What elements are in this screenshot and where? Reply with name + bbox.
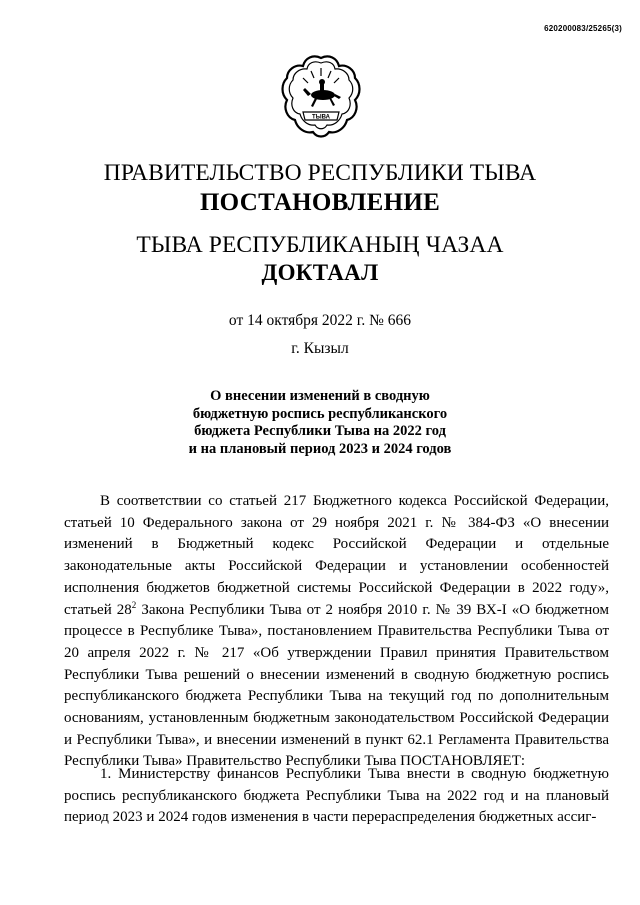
clause-1-paragraph: 1. Министерству финансов Республики Тыва внести в сводную бюджетную роспись республиканского бюджета Республики Тыва на 2022 год и на плановый период 2023 и 2024 годов изменения в части перераспределения бюджетных ассиг- — [64, 766, 609, 826]
subject-line: и на плановый период 2023 и 2024 годов — [188, 440, 452, 457]
preamble-paragraph — [64, 491, 609, 773]
decree-subject — [0, 388, 640, 458]
preamble-text-a: В соответствии со статьей 217 Бюджетного кодекса Российской Федерации, статьей 10 Федерального закона от 29 ноября 2021 г. № 384-ФЗ «О внесении изменений в Бюджетный кодекс Российской Федерации и отдельные законодательные акты Российской Федерации и установлении особенностей исполнения бюджетов бюджетной системы Российской Федерации в 2022 году», статьей 28 — [64, 493, 609, 618]
svg-text:ТЫВА: ТЫВА — [312, 114, 330, 121]
preamble-text-b: Закона Республики Тыва от 2 ноября 2010 г. № 39 ВХ-I «О бюджетном процессе в Республике Тыва», постановлением Правительства Республики Тыва от 20 апреля 2022 г. № 217 «Об утверждении Правил принятия Правительством Республики Тыва решений о внесении изменений в сводную бюджетную роспись республиканского бюджета Республики Тыва на текущий год по дополнительным основаниям, установленным бюджетным законодательством Российской Федерации и Республики Тыва», и внесении изменений в пункт 62.1 Регламента Правительства Республики Тыва» Правительство Республики Тыва ПОСТАНОВЛЯЕТ: — [64, 601, 610, 770]
government-title-tyv: ТЫВА РЕСПУБЛИКАНЫҢ ЧАЗАА — [136, 232, 504, 258]
tyva-emblem-icon — [279, 50, 363, 142]
decree-title-ru: ПОСТАНОВЛЕНИЕ — [199, 189, 441, 216]
government-title-ru: ПРАВИТЕЛЬСТВО РЕСПУБЛИКИ ТЫВА — [103, 160, 537, 186]
document-id: 620200083/25265(3) — [544, 24, 622, 33]
subject-line: О внесении изменений в сводную — [210, 388, 430, 404]
subject-line: бюджета Республики Тыва на 2022 год — [194, 423, 446, 439]
decree-city: г. Кызыл — [291, 340, 349, 357]
decree-date-number: от 14 октября 2022 г. № 666 — [228, 312, 412, 329]
decree-title-tyv: ДОКТААЛ — [261, 260, 379, 285]
subject-line: бюджетную роспись республиканского — [192, 405, 448, 422]
article-superscript: 2 — [131, 599, 137, 610]
